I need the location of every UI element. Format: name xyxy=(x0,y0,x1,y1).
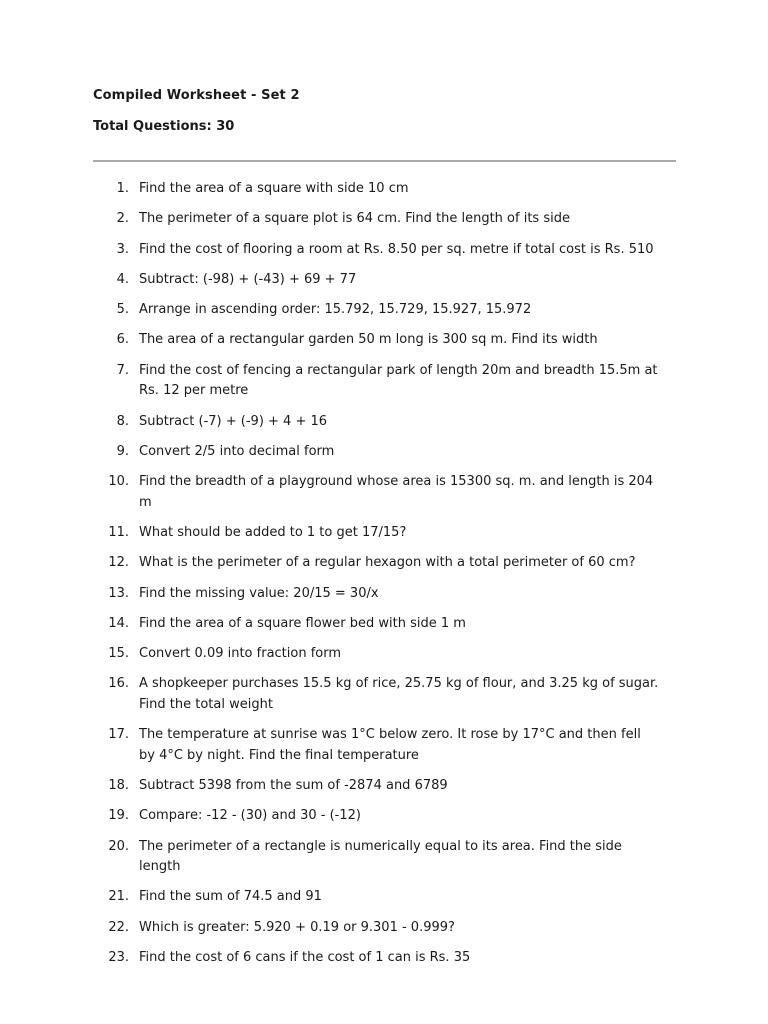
question-item xyxy=(0,918,659,939)
question-number: 4. xyxy=(116,271,129,287)
question-text: Find the cost of flooring a room at Rs. 8.50 per sq. metre if total cost is Rs. 510 xyxy=(139,241,654,257)
total-questions: Total Questions: 30 xyxy=(93,119,235,134)
worksheet-title: Compiled Worksheet - Set 2 xyxy=(93,88,300,103)
question-item xyxy=(0,179,659,200)
question-number: 20. xyxy=(108,838,129,854)
question-text: Convert 2/5 into decimal form xyxy=(139,443,335,459)
question-text: Find the cost of fencing a rectangular park of length 20m and breadth 15.5m at Rs. 12 per metre xyxy=(139,362,658,399)
question-number: 22. xyxy=(108,919,129,935)
question-text: The perimeter of a square plot is 64 cm. Find the length of its side xyxy=(139,211,570,227)
question-text: Find the missing value: 20/15 = 30/x xyxy=(139,585,379,601)
question-text: Subtract: (-98) + (-43) + 69 + 77 xyxy=(139,271,357,287)
question-item xyxy=(0,523,659,544)
question-text: The temperature at sunrise was 1°C below zero. It rose by 17°C and then fell by 4°C by night. Find the final temperature xyxy=(139,727,641,763)
question-item xyxy=(0,644,659,665)
question-text: The area of a rectangular garden 50 m long is 300 sq m. Find its width xyxy=(139,332,598,348)
question-number: 9. xyxy=(116,443,129,459)
question-item xyxy=(0,270,659,291)
question-item xyxy=(0,240,659,261)
question-item xyxy=(0,472,659,513)
question-text: Find the breadth of a playground whose area is 15300 sq. m. and length is 204 m xyxy=(139,474,654,510)
question-number: 12. xyxy=(108,555,129,571)
question-number: 3. xyxy=(116,241,129,257)
question-item xyxy=(0,806,659,827)
question-text: What should be added to 1 to get 17/15? xyxy=(139,524,407,540)
question-number: 23. xyxy=(108,950,129,966)
question-text: Find the area of a square flower bed with side 1 m xyxy=(139,615,466,631)
question-number: 10. xyxy=(108,474,129,490)
question-item xyxy=(0,553,659,574)
question-number: 14. xyxy=(108,615,129,631)
question-item xyxy=(0,725,659,766)
question-item xyxy=(0,887,659,908)
question-text: Which is greater: 5.920 + 0.19 or 9.301 - 0.999? xyxy=(139,919,455,935)
question-number: 6. xyxy=(116,332,129,348)
question-text: Convert 0.09 into fraction form xyxy=(139,646,342,662)
question-number: 17. xyxy=(108,727,129,743)
question-number: 18. xyxy=(108,778,129,794)
question-item xyxy=(0,614,659,635)
question-number: 1. xyxy=(116,181,129,196)
question-text: Find the area of a square with side 10 cm xyxy=(139,181,409,196)
question-item xyxy=(0,442,659,463)
question-text: Subtract 5398 from the sum of -2874 and 6789 xyxy=(139,778,448,794)
question-number: 19. xyxy=(108,808,129,824)
question-text: Compare: -12 - (30) and 30 - (-12) xyxy=(139,808,361,824)
question-text: The perimeter of a rectangle is numerically equal to its area. Find the side length xyxy=(139,838,622,875)
question-item xyxy=(0,412,659,433)
question-item xyxy=(0,300,659,321)
question-item xyxy=(0,776,659,797)
question-item xyxy=(0,209,659,230)
question-item xyxy=(0,674,659,715)
divider xyxy=(93,160,676,162)
question-number: 13. xyxy=(108,585,129,601)
question-number: 7. xyxy=(116,362,129,378)
question-number: 11. xyxy=(108,524,129,540)
question-number: 8. xyxy=(116,413,129,429)
question-item xyxy=(0,948,659,969)
question-text: Subtract (-7) + (-9) + 4 + 16 xyxy=(139,413,328,429)
question-list xyxy=(0,179,768,978)
question-text: Find the cost of 6 cans if the cost of 1 can is Rs. 35 xyxy=(139,950,471,966)
question-item xyxy=(0,361,659,402)
question-number: 21. xyxy=(108,889,129,905)
question-text: A shopkeeper purchases 15.5 kg of rice, 25.75 kg of flour, and 3.25 kg of sugar. Find the total weight xyxy=(139,676,659,712)
question-text: What is the perimeter of a regular hexagon with a total perimeter of 60 cm? xyxy=(139,555,636,571)
question-item xyxy=(0,584,659,605)
question-item xyxy=(0,330,659,351)
question-number: 2. xyxy=(116,211,129,227)
question-number: 16. xyxy=(108,676,129,692)
question-text: Arrange in ascending order: 15.792, 15.729, 15.927, 15.972 xyxy=(139,302,532,318)
question-number: 15. xyxy=(108,646,129,662)
question-text: Find the sum of 74.5 and 91 xyxy=(139,889,322,905)
question-item xyxy=(0,837,659,878)
question-number: 5. xyxy=(116,302,129,318)
